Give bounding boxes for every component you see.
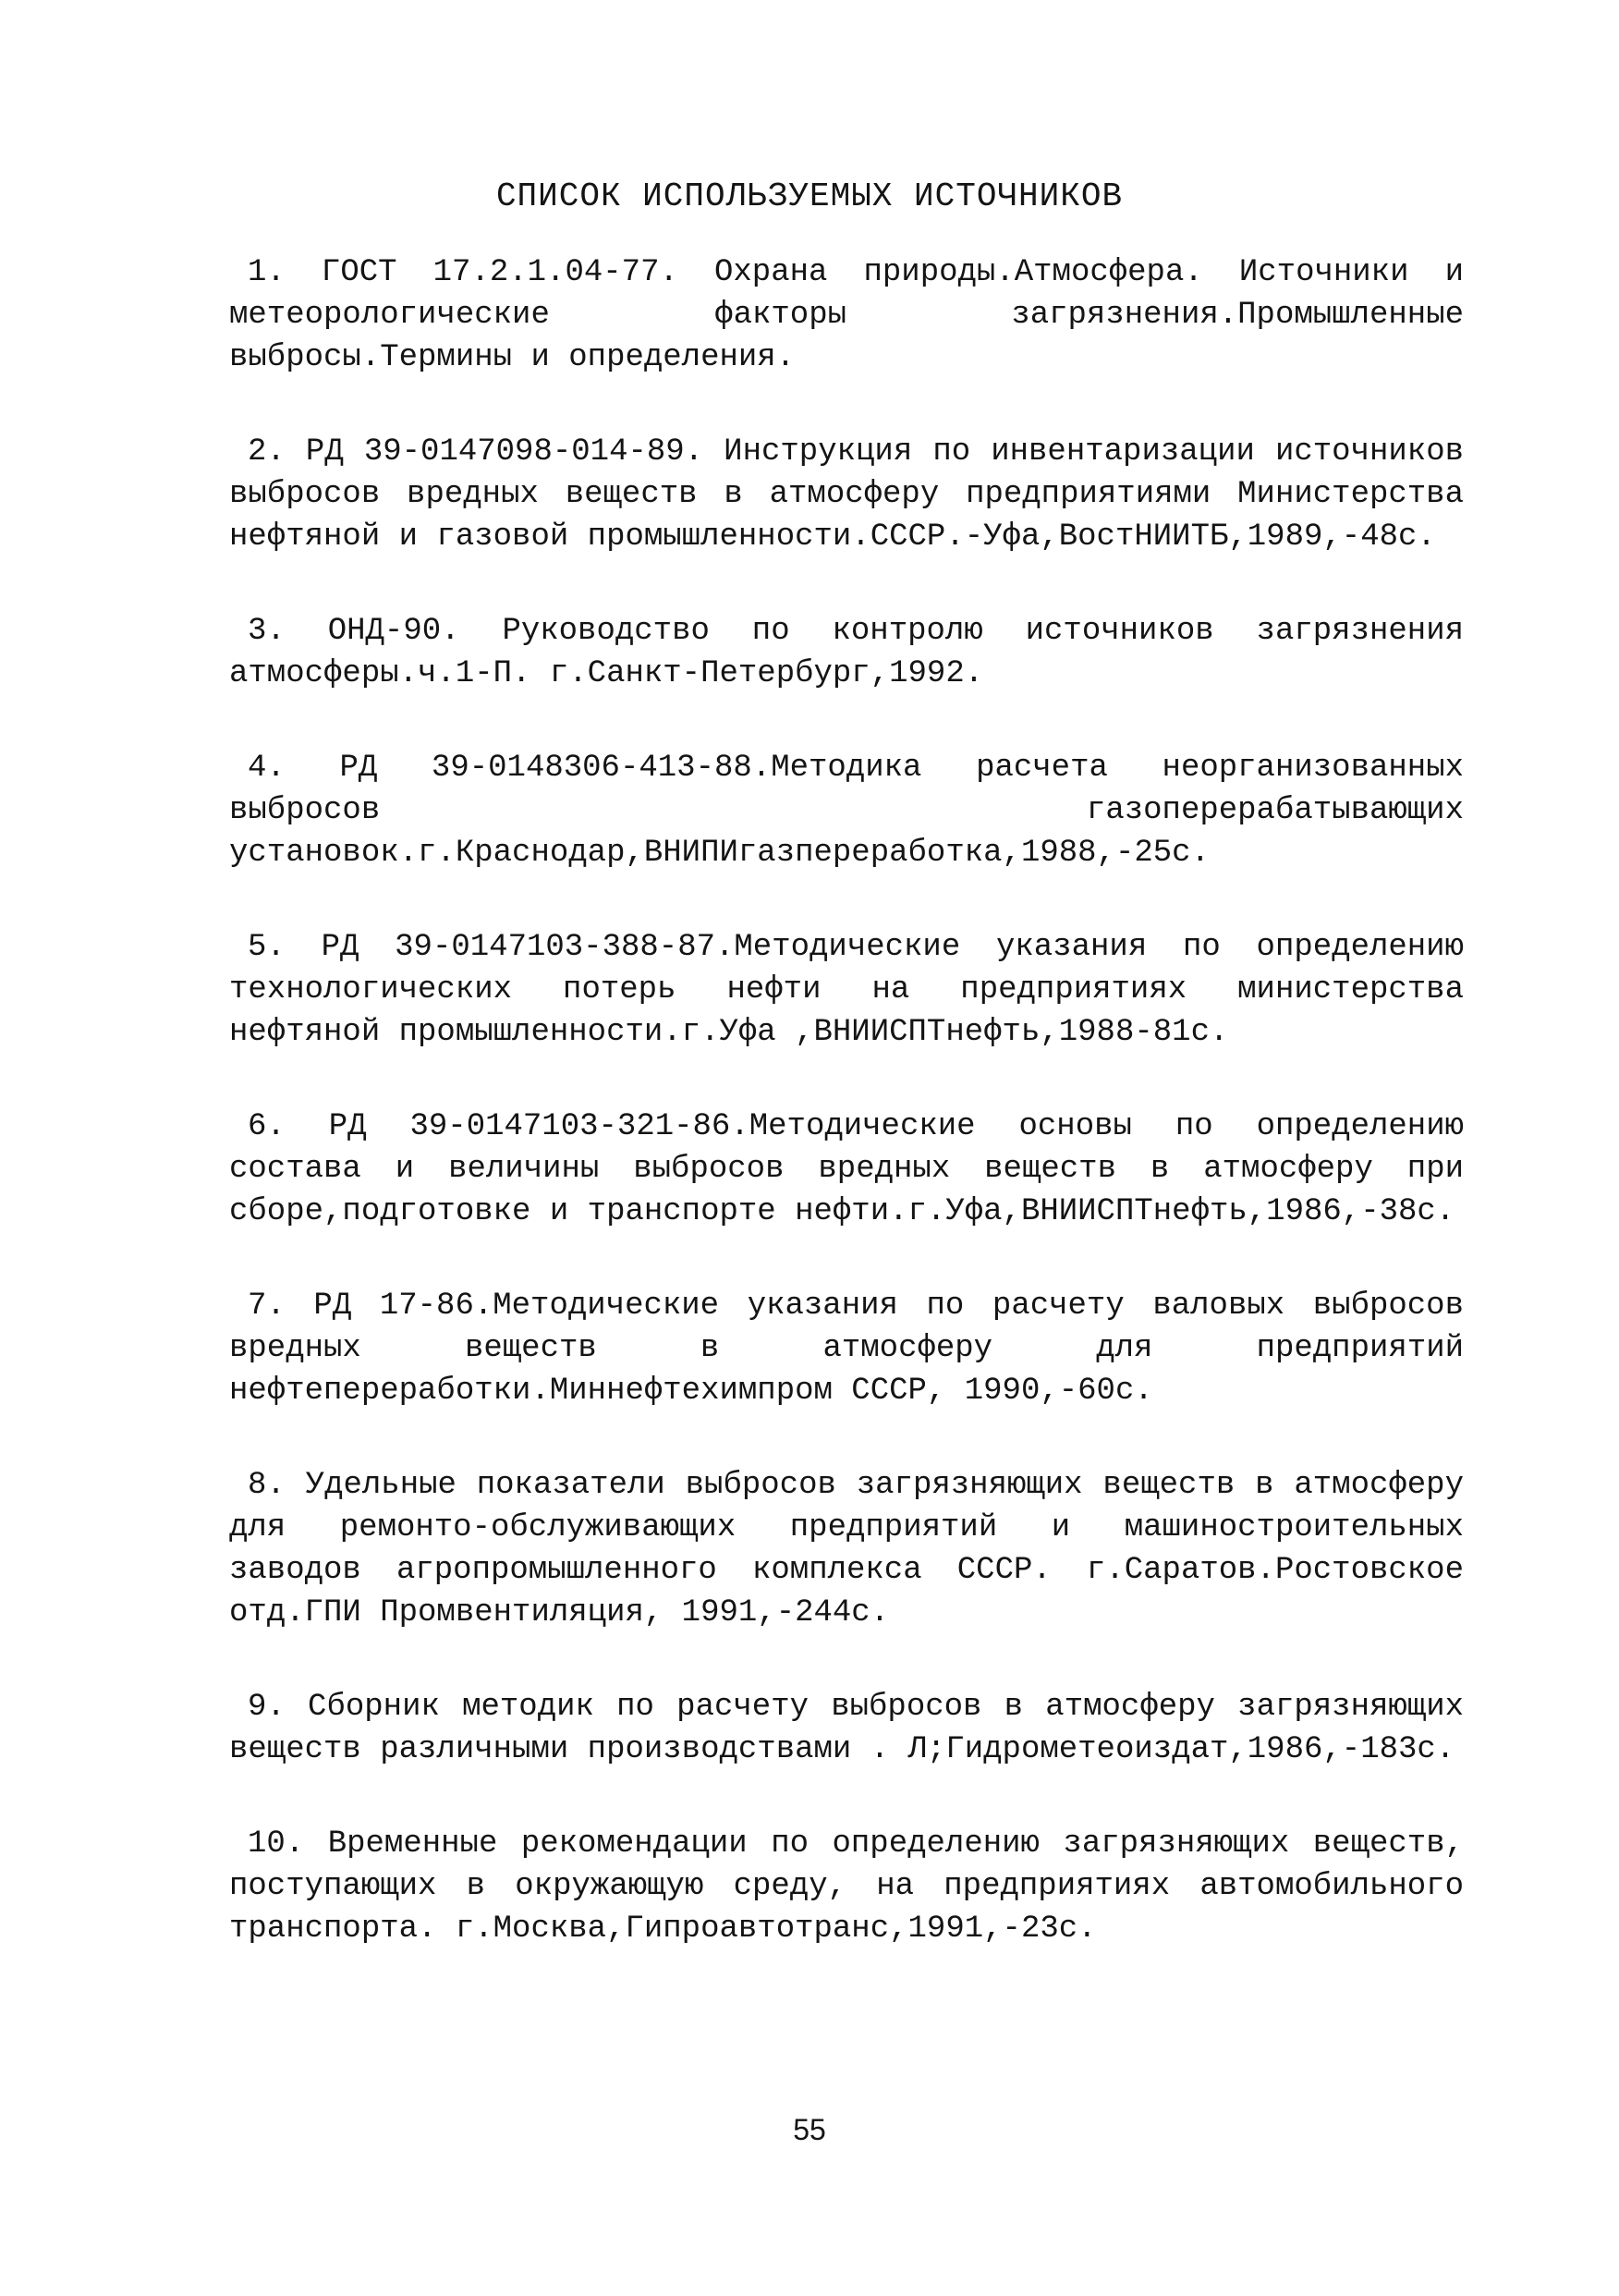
reference-item: [229, 1464, 1464, 1634]
reference-item: [229, 251, 1464, 379]
reference-item: [229, 431, 1464, 558]
reference-text: РД 39-0147103-321-86.Методические основы по определению состава и величины выбросов вредных веществ в атмосферу при сборе,подготовке и транспорте нефти.г.Уфа,ВНИИСПТнефть,1986,-38с.: [229, 1109, 1465, 1229]
reference-text: ОНД-90. Руководство по контролю источников загрязнения атмосферы.ч.1-П. г.Санкт-Петербург,1992.: [229, 614, 1464, 691]
reference-number: 3.: [248, 614, 286, 649]
reference-number: 1.: [248, 255, 286, 290]
reference-text: РД 17-86.Методические указания по расчету валовых выбросов вредных веществ в атмосферу для предприятий нефтепереработки.Миннефтехимпром СССР, 1990,-60с.: [229, 1288, 1464, 1409]
reference-text: Удельные показатели выбросов загрязняющих веществ в атмосферу для ремонто-обслуживающих предприятий и машиностроительных заводов агропромышленного комплекса СССР. г.Саратов.Ростовское отд.ГПИ Промвентиляция, 1991,-244с.: [229, 1468, 1464, 1630]
reference-number: 8.: [248, 1468, 286, 1503]
reference-number: 4.: [248, 751, 286, 786]
page-number: 55: [793, 2113, 826, 2146]
reference-number: 2.: [248, 434, 286, 470]
reference-text: ГОСТ 17.2.1.04-77. Охрана природы.Атмосфера. Источники и метеорологические факторы загрязнения.Промышленные выбросы.Термины и определения.: [229, 255, 1464, 375]
reference-number: 9.: [248, 1690, 286, 1725]
reference-item: [229, 926, 1464, 1054]
reference-text: Сборник методик по расчету выбросов в атмосферу загрязняющих веществ различными производствами . Л;Гидрометеоиздат,1986,-183с.: [229, 1690, 1465, 1767]
reference-item: [229, 747, 1464, 874]
page-title: СПИСОК ИСПОЛЬЗУЕМЫХ ИСТОЧНИКОВ: [495, 177, 1124, 215]
reference-item: [229, 1823, 1464, 1950]
reference-text: Временные рекомендации по определению загрязняющих веществ, поступающих в окружающую среду, на предприятиях автомобильного транспорта. г.Москва,Гипроавтотранс,1991,-23с.: [229, 1826, 1464, 1947]
reference-item: [229, 1285, 1464, 1412]
reference-number: 10.: [248, 1826, 305, 1862]
reference-text: РД 39-0148306-413-88.Методика расчета неорганизованных выбросов газоперерабатывающих установок.г.Краснодар,ВНИПИгазпереработка,1988,-25с.: [229, 751, 1464, 871]
reference-number: 6.: [248, 1109, 286, 1144]
reference-item: [229, 610, 1464, 695]
reference-text: РД 39-0147103-388-87.Методические указания по определению технологических потерь нефти на предприятиях министерства нефтяной промышленности.г.Уфа ,ВНИИСПТнефть,1988-81с.: [229, 930, 1464, 1050]
reference-number: 7.: [248, 1288, 286, 1324]
reference-item: [229, 1686, 1464, 1771]
reference-item: [229, 1105, 1464, 1233]
reference-text: РД 39-0147098-014-89. Инструкция по инвентаризации источников выбросов вредных веществ в атмосферу предприятиями Министерства нефтяной и газовой промышленности.СССР.-Уфа,ВостНИИТБ,1989,-48с.: [229, 434, 1465, 555]
reference-number: 5.: [248, 930, 286, 965]
reference-list: [229, 251, 1464, 2002]
